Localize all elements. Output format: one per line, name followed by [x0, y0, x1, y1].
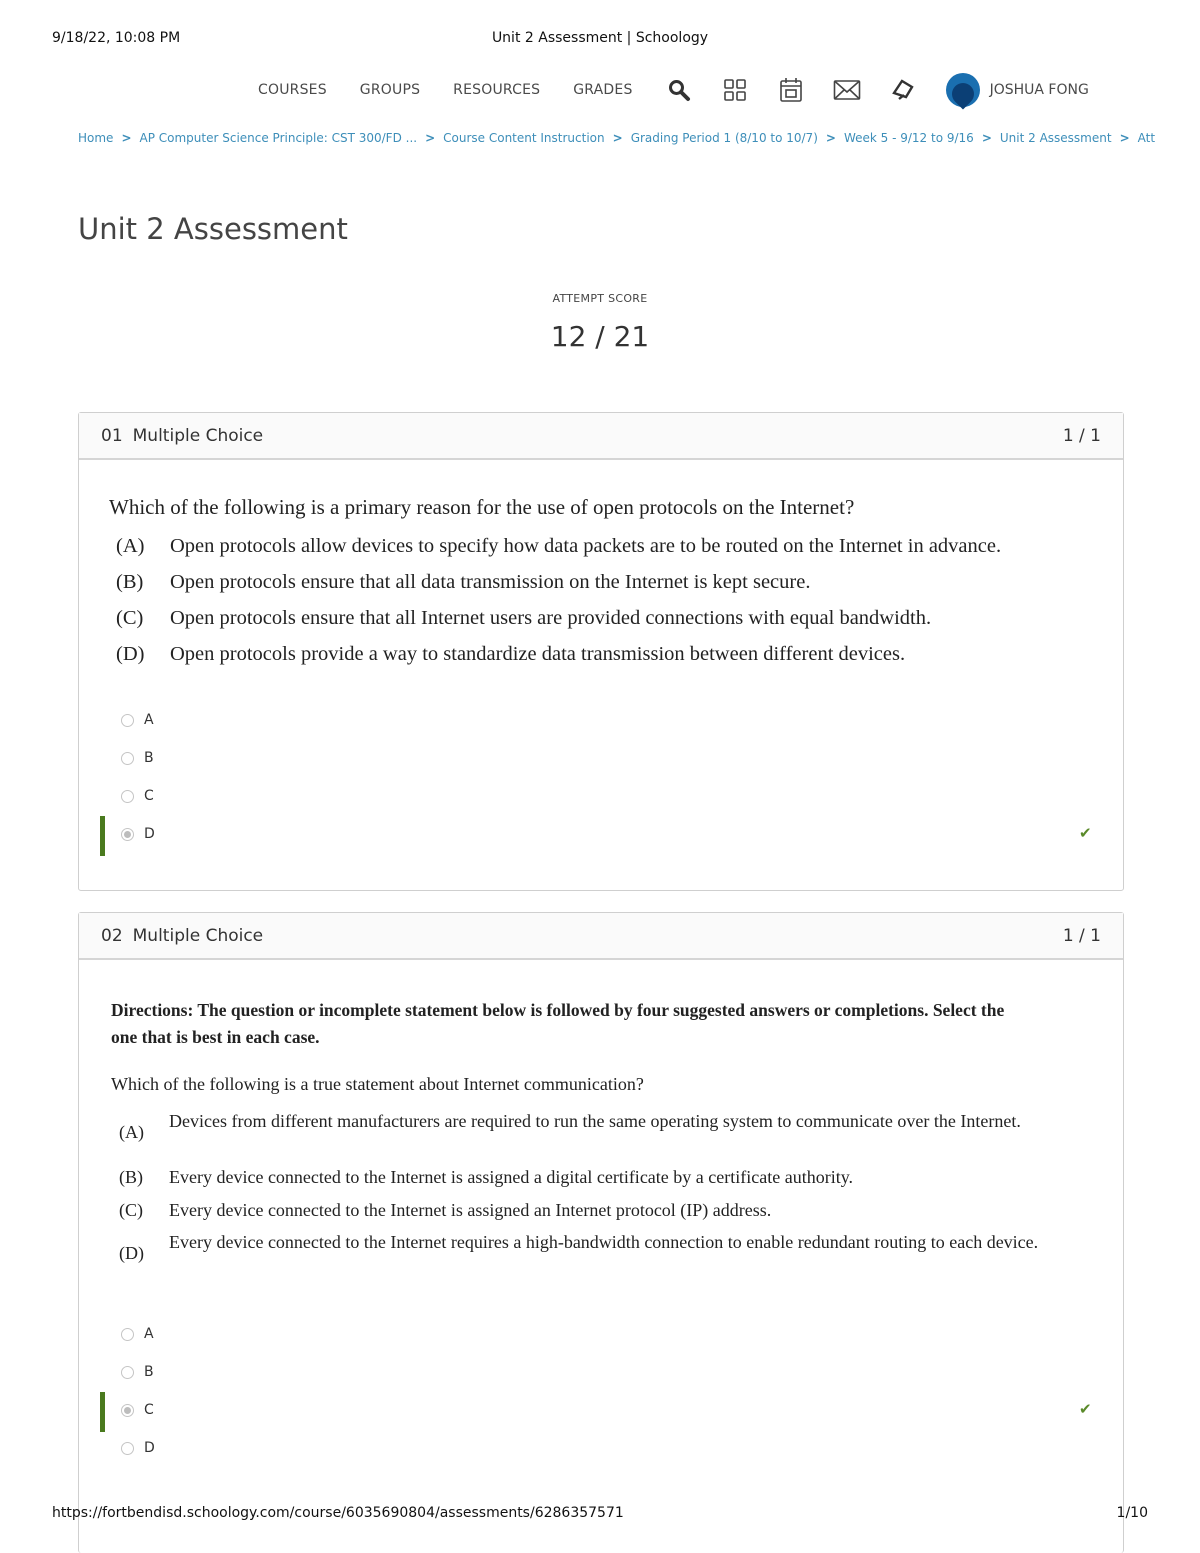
selected-answer-indicator — [100, 816, 105, 856]
question-card-02 — [78, 912, 1124, 1553]
breadcrumb — [78, 131, 1156, 149]
breadcrumb-separator: > — [981, 131, 992, 145]
apps-grid-icon[interactable] — [722, 77, 748, 103]
question-points: 1 / 1 — [1062, 425, 1101, 446]
user-name[interactable]: JOSHUA FONG — [989, 82, 1089, 98]
attempt-score-value: 12 / 21 — [550, 320, 650, 353]
answer-choice-c[interactable]: C — [121, 1400, 154, 1420]
question-card-01 — [78, 412, 1124, 891]
breadcrumb-separator: > — [121, 131, 132, 145]
breadcrumb-grading-period[interactable]: Grading Period 1 (8/10 to 10/7) — [630, 131, 818, 145]
correct-check-icon: ✔ — [1079, 1400, 1092, 1418]
search-icon[interactable] — [666, 77, 692, 103]
breadcrumb-week[interactable]: Week 5 - 9/12 to 9/16 — [843, 131, 974, 145]
calendar-icon[interactable] — [778, 77, 804, 103]
option-a: (A) Open protocols allow devices to specify how data packets are to be routed on the Internet in advance. — [116, 535, 1002, 557]
breadcrumb-home[interactable]: Home — [78, 131, 114, 145]
question-stem: Which of the following is a primary reason for the use of open protocols on the Internet? — [109, 495, 855, 519]
radio-button[interactable] — [121, 1442, 134, 1455]
answer-choice-d[interactable]: D — [121, 824, 155, 844]
nav-grades[interactable]: GRADES — [573, 82, 633, 98]
print-footer — [52, 1505, 1148, 1523]
breadcrumb-course[interactable]: AP Computer Science Principle: CST 300/FD ... — [139, 131, 418, 145]
option-c: (C) Open protocols ensure that all Internet users are provided connections with equal bandwidth. — [116, 607, 932, 629]
answer-choice-a[interactable]: A — [121, 710, 154, 730]
radio-button[interactable] — [121, 752, 134, 765]
option-b: (B) Open protocols ensure that all data transmission on the Internet is kept secure. — [116, 571, 811, 593]
option-d: (D) Open protocols provide a way to standardize data transmission between different devices. — [116, 643, 906, 665]
answer-choice-c[interactable]: C — [121, 786, 154, 806]
question-number: 01 — [101, 425, 123, 446]
page-title: Unit 2 Assessment — [78, 212, 348, 246]
attempt-score-label: ATTEMPT SCORE — [552, 292, 648, 305]
answer-choice-d[interactable]: D — [121, 1438, 155, 1458]
breadcrumb-attempt[interactable]: Att — [1137, 131, 1156, 145]
answer-choice-b[interactable]: B — [121, 1362, 154, 1382]
option-a: (A) Devices from different manufacturers are required to run the same operating system to communicate over the Internet. — [119, 1111, 1021, 1142]
print-date: 9/18/22, 10:08 PM — [52, 30, 181, 46]
answer-choice-b[interactable]: B — [121, 748, 154, 768]
breadcrumb-separator: > — [425, 131, 436, 145]
nav-resources[interactable]: RESOURCES — [453, 82, 541, 98]
question-directions: Directions: The question or incomplete statement below is followed by four suggested answers or completions. Select the one that is best in each case. — [111, 1000, 1005, 1047]
question-header — [79, 413, 1123, 460]
option-c: (C) Every device connected to the Internet is assigned an Internet protocol (IP) address. — [119, 1200, 772, 1220]
top-navigation — [258, 70, 1118, 110]
breadcrumb-course-content[interactable]: Course Content Instruction — [443, 131, 605, 145]
option-b: (B) Every device connected to the Internet is assigned a digital certificate by a certificate authority. — [119, 1167, 854, 1187]
question-points: 1 / 1 — [1062, 925, 1101, 946]
radio-button-selected[interactable] — [121, 1404, 134, 1417]
breadcrumb-separator: > — [825, 131, 836, 145]
question-number: 02 — [101, 925, 123, 946]
breadcrumb-separator: > — [612, 131, 623, 145]
question-stem: Which of the following is a true statement about Internet communication? — [111, 1074, 644, 1094]
radio-button-selected[interactable] — [121, 828, 134, 841]
print-title: Unit 2 Assessment | Schoology — [491, 30, 709, 46]
radio-button[interactable] — [121, 790, 134, 803]
nav-courses[interactable]: COURSES — [258, 82, 327, 98]
option-d: (D) Every device connected to the Internet requires a high-bandwidth connection to enable redundant routing to each device. — [119, 1232, 1039, 1263]
question-type: Multiple Choice — [132, 425, 264, 446]
radio-button[interactable] — [121, 714, 134, 727]
breadcrumb-assessment[interactable]: Unit 2 Assessment — [999, 131, 1112, 145]
mail-icon[interactable] — [834, 77, 860, 103]
notifications-icon[interactable] — [890, 77, 916, 103]
correct-check-icon: ✔ — [1079, 824, 1092, 842]
avatar[interactable] — [946, 73, 980, 107]
answer-choice-a[interactable]: A — [121, 1324, 154, 1344]
question-type: Multiple Choice — [132, 925, 264, 946]
selected-answer-indicator — [100, 1392, 105, 1432]
radio-button[interactable] — [121, 1366, 134, 1379]
nav-groups[interactable]: GROUPS — [359, 82, 421, 98]
print-page-number: 1/10 — [1116, 1505, 1148, 1521]
question-header — [79, 913, 1123, 960]
print-header — [52, 30, 1148, 48]
print-url: https://fortbendisd.schoology.com/course/6035690804/assessments/6286357571 — [52, 1505, 624, 1521]
radio-button[interactable] — [121, 1328, 134, 1341]
breadcrumb-separator: > — [1119, 131, 1130, 145]
